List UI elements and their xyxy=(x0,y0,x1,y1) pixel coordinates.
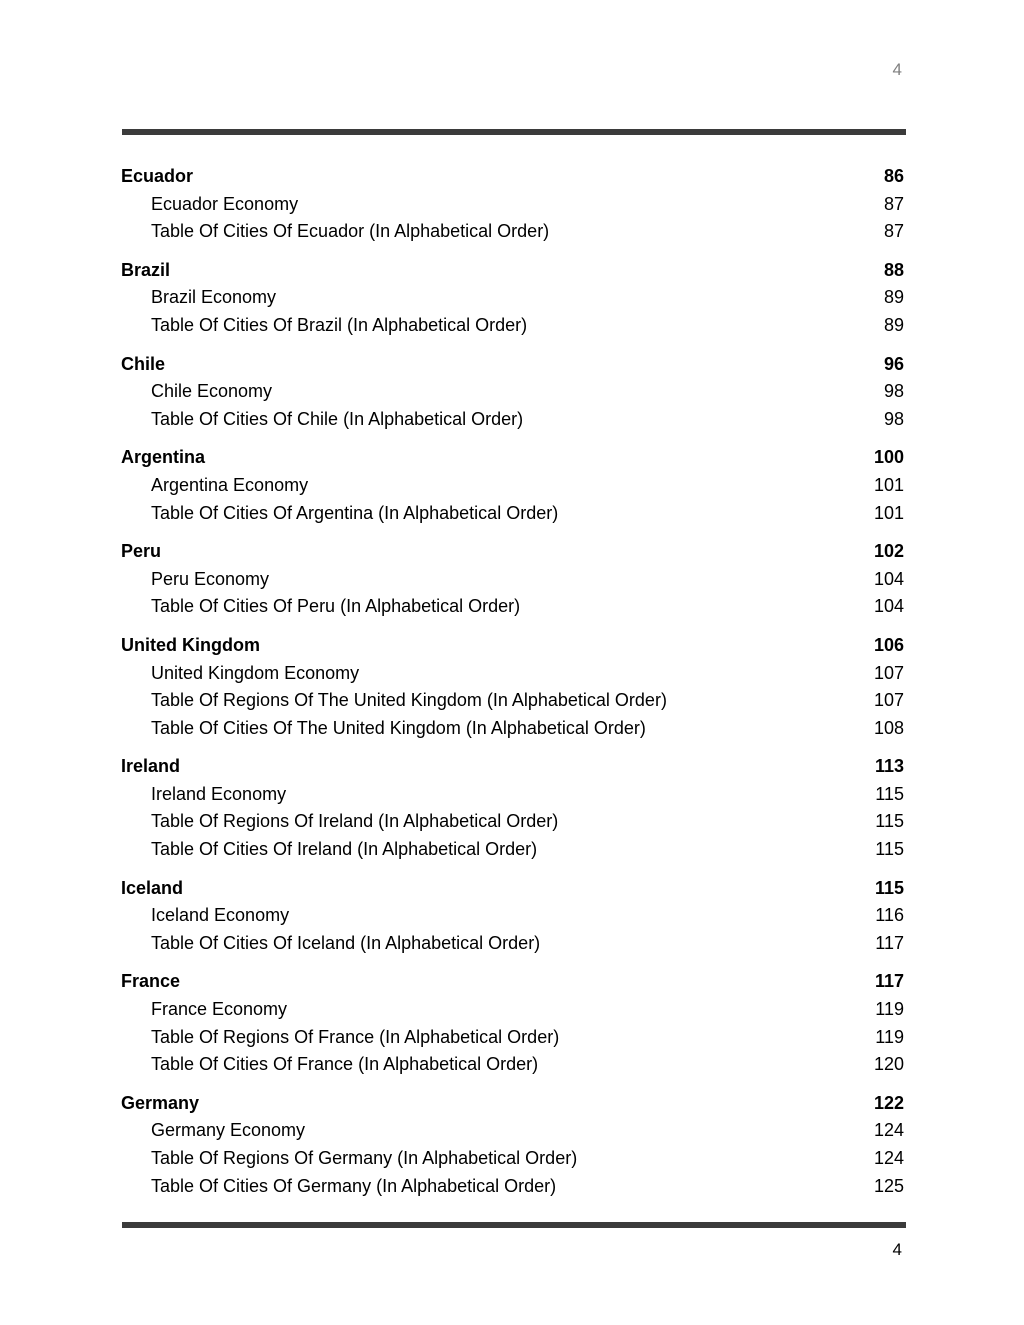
toc-entry[interactable] xyxy=(121,566,904,594)
toc-entry-label: Table Of Cities Of Ireland (In Alphabetical Order) xyxy=(151,839,538,860)
toc-heading-page: 106 xyxy=(873,634,904,655)
toc-entry-page: 116 xyxy=(875,905,904,926)
toc-section xyxy=(121,968,904,1078)
toc-entry[interactable] xyxy=(121,660,904,688)
toc-entry[interactable] xyxy=(121,312,904,340)
toc-heading-title: United Kingdom xyxy=(121,634,260,655)
toc-entry[interactable] xyxy=(121,593,904,621)
toc-entry[interactable] xyxy=(121,808,904,836)
toc-heading[interactable] xyxy=(121,753,904,781)
toc-entry-page: 104 xyxy=(873,568,904,589)
toc-entry-label: Peru Economy xyxy=(151,568,270,589)
toc-entry[interactable] xyxy=(121,902,904,930)
toc-section xyxy=(121,753,904,863)
toc-heading-page: 96 xyxy=(883,353,904,374)
toc-section xyxy=(121,632,904,742)
toc-entry-page: 104 xyxy=(873,596,904,617)
toc-heading-page: 122 xyxy=(873,1092,904,1113)
toc-entry[interactable] xyxy=(121,218,904,246)
toc-heading-page: 86 xyxy=(883,166,904,186)
toc-heading[interactable] xyxy=(121,444,904,472)
toc-entry-page: 87 xyxy=(883,221,904,242)
toc-heading-page: 117 xyxy=(874,971,904,992)
toc-entry[interactable] xyxy=(121,781,904,809)
toc-entry-page: 115 xyxy=(875,839,904,860)
toc-entry[interactable] xyxy=(121,1051,904,1079)
toc-entry[interactable] xyxy=(121,930,904,958)
toc-heading-title: Brazil xyxy=(121,259,171,280)
toc-heading-title: France xyxy=(121,971,181,992)
toc-section xyxy=(121,163,904,246)
toc-entry[interactable] xyxy=(121,500,904,528)
toc-entry-label: Table Of Cities Of Germany (In Alphabetical Order) xyxy=(151,1175,557,1196)
toc-entry[interactable] xyxy=(121,836,904,864)
toc-entry-page: 125 xyxy=(873,1175,904,1196)
toc-entry-page: 87 xyxy=(883,193,904,214)
toc-heading[interactable] xyxy=(121,257,904,285)
toc-entry-page: 115 xyxy=(875,783,904,804)
toc-entry-label: Chile Economy xyxy=(151,381,273,402)
toc-entry-label: Table Of Cities Of Peru (In Alphabetical Order) xyxy=(151,596,521,617)
toc-entry[interactable] xyxy=(121,996,904,1024)
toc-entry-label: Table Of Cities Of Argentina (In Alphabetical Order) xyxy=(151,502,559,523)
toc-heading-title: Argentina xyxy=(121,447,206,468)
toc-entry[interactable] xyxy=(121,715,904,743)
toc-entry-label: Table Of Regions Of The United Kingdom (In Alphabetical Order) xyxy=(151,690,667,711)
toc-entry-page: 115 xyxy=(875,811,904,832)
toc-entry-label: Table Of Cities Of Iceland (In Alphabetical Order) xyxy=(151,932,541,953)
table-of-contents xyxy=(121,163,904,1211)
toc-section xyxy=(121,351,904,434)
toc-section xyxy=(121,538,904,621)
toc-entry-label: Table Of Regions Of Ireland (In Alphabetical Order) xyxy=(151,811,559,832)
footer-page-number: 4 xyxy=(892,1240,902,1259)
toc-entry-label: Table Of Regions Of Germany (In Alphabetical Order) xyxy=(151,1148,578,1168)
toc-section xyxy=(121,444,904,527)
toc-entry-label: Ireland Economy xyxy=(151,783,287,804)
toc-entry-page: 108 xyxy=(873,717,904,738)
toc-heading-page: 113 xyxy=(874,756,904,777)
toc-heading-page: 115 xyxy=(874,877,904,898)
toc-entry[interactable] xyxy=(121,1145,904,1173)
toc-section xyxy=(121,875,904,958)
toc-entry-label: Table Of Cities Of Brazil (In Alphabetical Order) xyxy=(151,314,528,335)
toc-entry[interactable] xyxy=(121,284,904,312)
toc-heading-title: Iceland xyxy=(121,877,184,898)
toc-heading[interactable] xyxy=(121,163,904,191)
toc-heading-title: Chile xyxy=(121,353,166,374)
toc-heading-title: Ireland xyxy=(121,756,181,777)
toc-entry[interactable] xyxy=(121,472,904,500)
toc-entry-page: 120 xyxy=(873,1054,904,1075)
toc-heading[interactable] xyxy=(121,875,904,903)
toc-entry-page: 119 xyxy=(875,1026,904,1047)
toc-heading[interactable] xyxy=(121,1090,904,1118)
toc-heading-title: Germany xyxy=(121,1092,200,1113)
toc-entry-page: 124 xyxy=(873,1120,904,1141)
toc-heading[interactable] xyxy=(121,351,904,379)
toc-entry-page: 107 xyxy=(873,690,904,711)
toc-entry[interactable] xyxy=(121,687,904,715)
toc-heading[interactable] xyxy=(121,538,904,566)
toc-entry-page: 101 xyxy=(873,502,904,523)
toc-entry-page: 117 xyxy=(875,932,904,953)
toc-heading-page: 88 xyxy=(883,259,904,280)
toc-entry-label: Brazil Economy xyxy=(151,287,277,308)
header-page-number: 4 xyxy=(892,60,902,79)
toc-entry-page: 124 xyxy=(873,1148,904,1168)
toc-entry-label: France Economy xyxy=(151,999,288,1020)
toc-entry-label: Table Of Cities Of Chile (In Alphabetical Order) xyxy=(151,408,524,429)
toc-entry-label: Iceland Economy xyxy=(151,905,290,926)
toc-entry-label: Argentina Economy xyxy=(151,474,309,495)
toc-entry-page: 107 xyxy=(873,662,904,683)
toc-heading-page: 100 xyxy=(873,447,904,468)
toc-section xyxy=(121,1090,904,1200)
toc-heading-title: Ecuador xyxy=(121,166,194,186)
toc-entry-label: Germany Economy xyxy=(151,1120,306,1141)
toc-entry-label: United Kingdom Economy xyxy=(151,662,360,683)
toc-heading[interactable] xyxy=(121,632,904,660)
top-divider xyxy=(122,129,906,135)
toc-entry-label: Table Of Cities Of Ecuador (In Alphabetical Order) xyxy=(151,221,550,242)
toc-entry[interactable] xyxy=(121,1117,904,1145)
toc-entry-page: 98 xyxy=(883,381,904,402)
bottom-divider xyxy=(122,1222,906,1228)
toc-entry-label: Table Of Regions Of France (In Alphabetical Order) xyxy=(151,1026,560,1047)
toc-entry-page: 119 xyxy=(875,999,904,1020)
toc-entry[interactable] xyxy=(121,378,904,406)
toc-entry-label: Table Of Cities Of The United Kingdom (In Alphabetical Order) xyxy=(151,717,646,738)
toc-entry[interactable] xyxy=(121,1173,904,1201)
toc-entry-label: Ecuador Economy xyxy=(151,193,299,214)
toc-heading[interactable] xyxy=(121,968,904,996)
toc-entry-page: 98 xyxy=(883,408,904,429)
toc-entry[interactable] xyxy=(121,191,904,219)
toc-heading-page: 102 xyxy=(873,541,904,562)
toc-section xyxy=(121,257,904,340)
toc-entry-page: 89 xyxy=(883,314,904,335)
toc-entry-page: 89 xyxy=(883,287,904,308)
toc-entry[interactable] xyxy=(121,1024,904,1052)
toc-entry-label: Table Of Cities Of France (In Alphabetical Order) xyxy=(151,1054,539,1075)
toc-entry-page: 101 xyxy=(873,474,904,495)
toc-entry[interactable] xyxy=(121,406,904,434)
toc-heading-title: Peru xyxy=(121,541,162,562)
